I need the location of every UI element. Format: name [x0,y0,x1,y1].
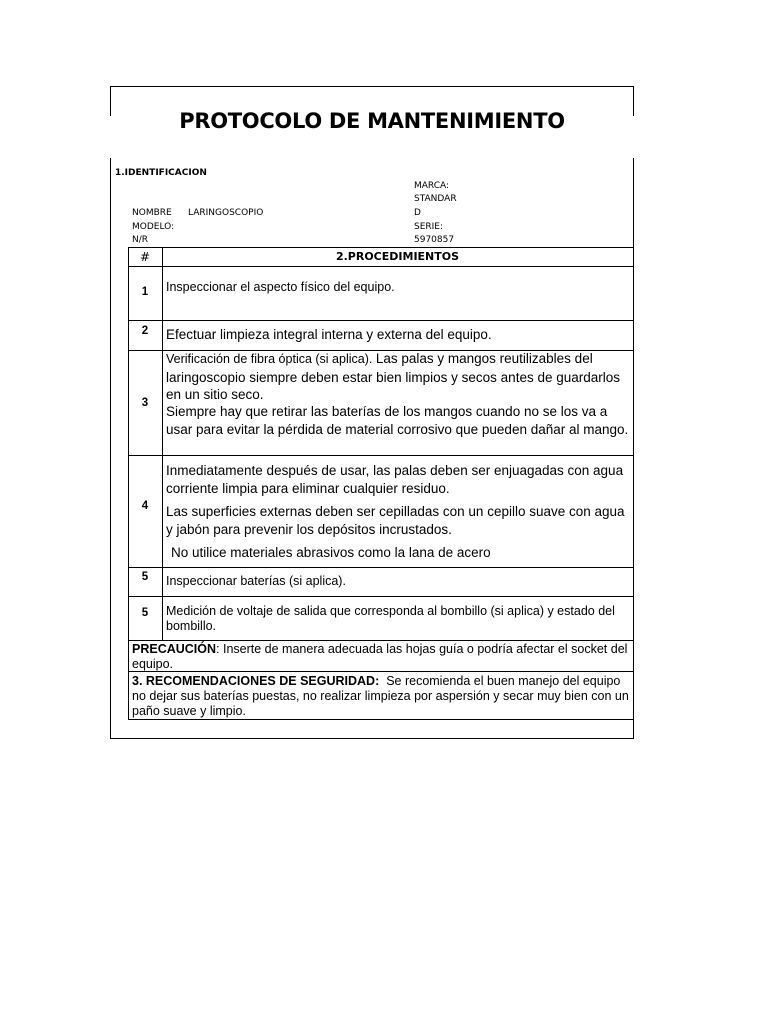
page-title: PROTOCOLO DE MANTENIMIENTO [179,109,565,133]
modelo-label: MODELO: [132,222,175,232]
row-3-text-small: Verificación de fibra óptica (si aplica). [166,352,376,366]
recomendaciones-label: 3. RECOMENDACIONES DE SEGURIDAD: [132,674,380,688]
table-line-h7 [128,596,633,597]
table-line-h1 [128,247,633,248]
nombre-label: NOMBRE [132,208,172,218]
row-6-text: Medición de voltaje de salida que corresponda al bombillo (si aplica) y estado del bombillo. [166,604,615,633]
procedimientos-heading: 2.PROCEDIMIENTOS [335,250,460,263]
table-line-left [128,247,129,720]
table-line-h8 [128,640,633,641]
nombre-value: LARINGOSCOPIO [188,208,264,218]
table-line-col [162,247,163,640]
row-3-text [166,350,630,404]
serie-value: 5970857 [414,235,455,245]
row-5-number: 5 [141,571,149,583]
frame-top-line [110,86,634,87]
precaucion-body: : Inserte de manera adecuada las hojas guía o podría afectar el socket del equipo. [132,642,628,671]
row-3-text-rest: Las palas y mangos reutilizables del laringoscopio siempre deben estar bien limpios y secos antes de guardarlos en un sitio seco. [166,351,621,402]
serie-label: SERIE: [414,222,444,232]
row-5-text: Inspeccionar baterías (si aplica). [166,574,346,588]
row-4-paragraph-2: Las superficies externas deben ser cepilladas con un cepillo suave con agua y jabón para prevenir los depósitos incrustados. [166,504,625,537]
frame-right-line [633,158,634,739]
table-line-h5 [128,455,633,456]
marca-value-line1: STANDAR [414,194,457,204]
recomendaciones-text [132,674,633,719]
row-4-paragraph-1: Inmediatamente después de usar, las palas deben ser enjuagadas con agua corriente limpia para eliminar cualquier residuo. [166,463,624,496]
row-6-number: 5 [141,607,149,619]
row-3-number: 3 [141,397,149,409]
col-num-header: # [139,250,151,264]
table-line-h3 [128,320,633,321]
nr-label: N/R [132,235,149,245]
table-line-h2 [128,266,633,267]
row-2-text: Efectuar limpieza integral interna y externa del equipo. [166,327,492,342]
identificacion-heading: 1.IDENTIFICACION [115,168,207,178]
recomendaciones-body: Se recomienda el buen manejo del equipo no dejar sus baterías puestas, no realizar limpieza por aspersión y secar muy bien con un paño suave y limpio. [132,674,633,718]
row-3-text-2: Siempre hay que retirar las baterías de los mangos cuando no se los va a usar para evitar la pérdida de material corrosivo que pueden dañar al mango. [166,404,629,437]
table-line-h6 [128,567,633,568]
precaucion-text [132,642,630,672]
table-line-h10 [128,719,633,720]
frame-bottom-line [110,738,634,739]
marca-label: MARCA: [414,181,450,191]
precaucion-label: PRECAUCIÓN [132,642,217,656]
row-4-paragraph-3: No utilice materiales abrasivos como la lana de acero [171,545,491,560]
row-1-number: 1 [141,286,149,298]
row-1-text: Inspeccionar el aspecto físico del equipo. [166,280,395,294]
row-2-number: 2 [141,325,149,337]
row-4-number: 4 [141,500,149,512]
marca-value-line2: D [414,208,421,218]
frame-left-line [110,158,111,739]
